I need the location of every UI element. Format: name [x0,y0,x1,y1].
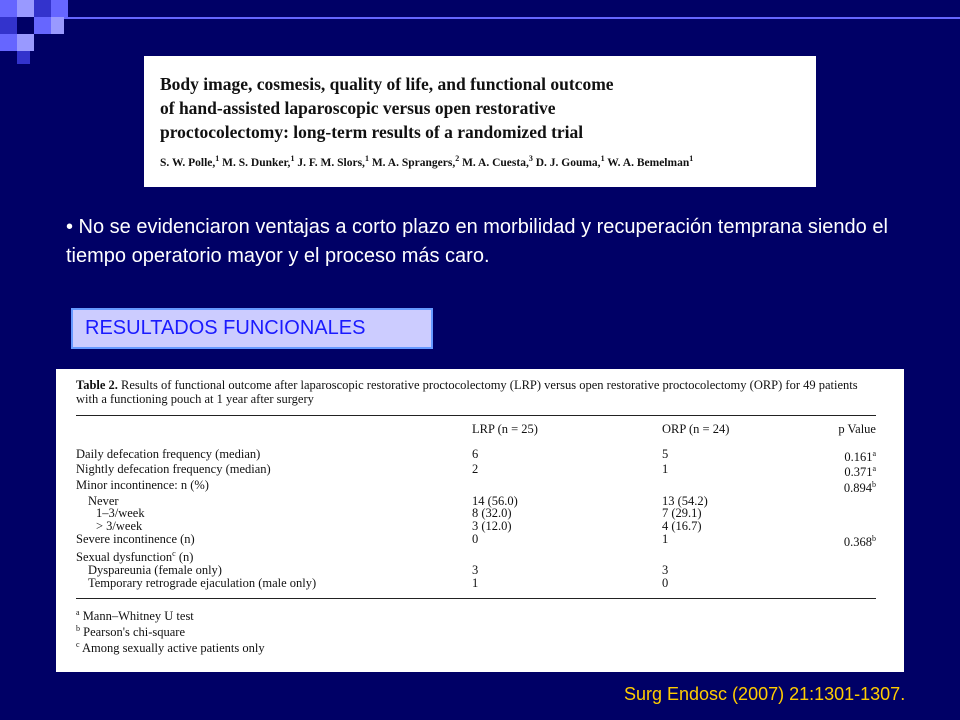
cell-lrp: 6 [472,446,479,461]
header-cell [76,416,472,448]
cell-lrp: 8 (32.0) [472,506,512,521]
cell-lrp: 0 [472,531,479,546]
p-value: 0.894 [843,481,872,496]
decor-square [0,17,17,34]
decor-square [34,17,51,34]
cell-lrp: 3 [472,563,479,578]
p-value: 0.368 [843,534,872,549]
cell-lrp: 14 (56.0) [472,493,518,508]
results-table-image [56,369,904,672]
footnote [76,639,876,655]
table-row [76,479,876,495]
cell-p [822,564,876,577]
top-rule [64,17,960,19]
author: M. A. Cuesta, [462,156,529,169]
cell-p [822,548,876,564]
author-affiliation: 1 [215,154,220,163]
footnote-text: Mann–Whitney U test [82,609,194,624]
decor-square [51,17,64,34]
cell-lrp: 2 [472,462,479,477]
cell-p [822,520,876,533]
cell-p [822,495,876,508]
cell-orp: 1 [662,462,669,477]
row-label-text: Daily defecation frequency (median) [76,446,261,461]
cell-p [822,533,876,549]
footnote-text: Pearson's chi-square [83,625,185,640]
cell-orp [662,548,822,564]
cell-p [822,507,876,520]
decor-square [51,0,68,17]
author-affiliation: 1 [689,154,694,163]
footnote-text: Among sexually active patients only [82,640,265,655]
author-affiliation: 3 [528,154,533,163]
table-row [76,533,876,549]
cell-orp: 5 [662,446,669,461]
article-authors [160,154,806,169]
table-header-row [76,416,876,448]
article-title-line: Body image, cosmesis, quality of life, and functional outcome [160,74,614,94]
decor-square [17,0,34,17]
row-label [76,533,472,549]
article-title-line: of hand-assisted laparoscopic versus open restorative [160,98,556,118]
row-label-text: Dyspareunia (female only) [88,563,222,578]
author-affiliation: 2 [455,154,460,163]
row-label [76,479,472,495]
row-label-text: 1–3/week [96,506,145,521]
table-row [76,577,876,590]
p-value: 0.371 [844,465,873,480]
table-caption-text: Results of functional outcome after laparoscopic restorative proctocolectomy (LRP) versus open restorative proctocolectomy (ORP) for 49 patients with a functioning pouch at 1 year after surgery [76,378,858,406]
article-title [160,72,806,144]
row-label [76,548,472,564]
row-label-text: Nightly defecation frequency (median) [76,462,271,477]
decor-square [0,34,17,51]
table-row [76,463,876,479]
results-table [76,416,876,589]
cell-orp: 13 (54.2) [662,493,708,508]
footnote-marker: b [76,623,80,633]
row-label-text: > 3/week [96,519,143,534]
p-value-footnote: b [872,533,876,543]
p-value-footnote: a [872,448,876,458]
article-header-image [144,56,816,187]
bullet-point: • No se evidenciaron ventajas a corto plazo en morbilidad y recuperación temprana siendo el tiempo operatorio mayor y el proceso más caro. [66,216,888,267]
table-footnotes [76,607,876,654]
row-label-text: Never [88,493,119,508]
row-label [76,463,472,479]
row-label-text: Temporary retrograde ejaculation (male only) [88,575,317,590]
author: D. J. Gouma, [535,156,601,169]
author: J. F. M. Slors, [297,156,365,169]
author: W. A. Bemelman [607,156,690,169]
cell-orp: 1 [662,531,669,546]
author-affiliation: 1 [290,154,295,163]
table-caption-label: Table 2. [76,378,118,392]
author: S. W. Polle, [160,156,216,169]
cell-p [822,479,876,495]
p-value-footnote: b [872,480,876,490]
row-label-tail: (n) [175,550,194,565]
footnote [76,623,876,639]
row-label [76,448,472,464]
cell-lrp [472,479,662,495]
cell-p [822,463,876,479]
header-cell-orp: ORP (n = 24) [662,422,730,436]
cell-p [822,577,876,590]
footnote-marker: c [76,639,80,649]
cell-orp: 7 (29.1) [662,506,702,521]
section-label: RESULTADOS FUNCIONALES [71,308,433,349]
row-label-footnote: c [172,549,176,559]
row-label-text: Sexual dysfunction [76,550,173,565]
cell-orp: 4 (16.7) [662,519,702,534]
header-cell-lrp: LRP (n = 25) [472,422,538,436]
citation: Surg Endosc (2007) 21:1301-1307. [624,684,906,704]
cell-orp: 3 [662,563,669,578]
decor-square [17,34,34,51]
p-value-footnote: a [872,464,876,474]
cell-p [822,448,876,464]
row-label-text: Severe incontinence (n) [76,531,195,546]
author: M. A. Sprangers, [371,156,456,169]
article-title-line: proctocolectomy: long-term results of a randomized trial [160,122,584,142]
header-cell-p: p Value [838,422,876,436]
cell-lrp [472,548,662,564]
table-rule [76,598,876,599]
footnote [76,607,876,623]
footnote-marker: a [76,608,80,618]
decor-square [34,0,51,17]
row-label-text: Minor incontinence: n (%) [76,478,209,493]
decor-square [17,51,30,64]
cell-lrp: 1 [472,575,479,590]
author-affiliation: 1 [600,154,605,163]
decor-square [0,0,17,17]
author: M. S. Dunker, [222,156,291,169]
cell-orp [662,479,822,495]
cell-orp: 0 [662,575,669,590]
table-row [76,548,876,564]
row-label [76,577,472,590]
table-caption [76,378,876,406]
table-row [76,520,876,533]
p-value: 0.161 [844,449,873,464]
table-row [76,448,876,464]
author-affiliation: 1 [364,154,369,163]
cell-lrp: 3 (12.0) [472,519,512,534]
